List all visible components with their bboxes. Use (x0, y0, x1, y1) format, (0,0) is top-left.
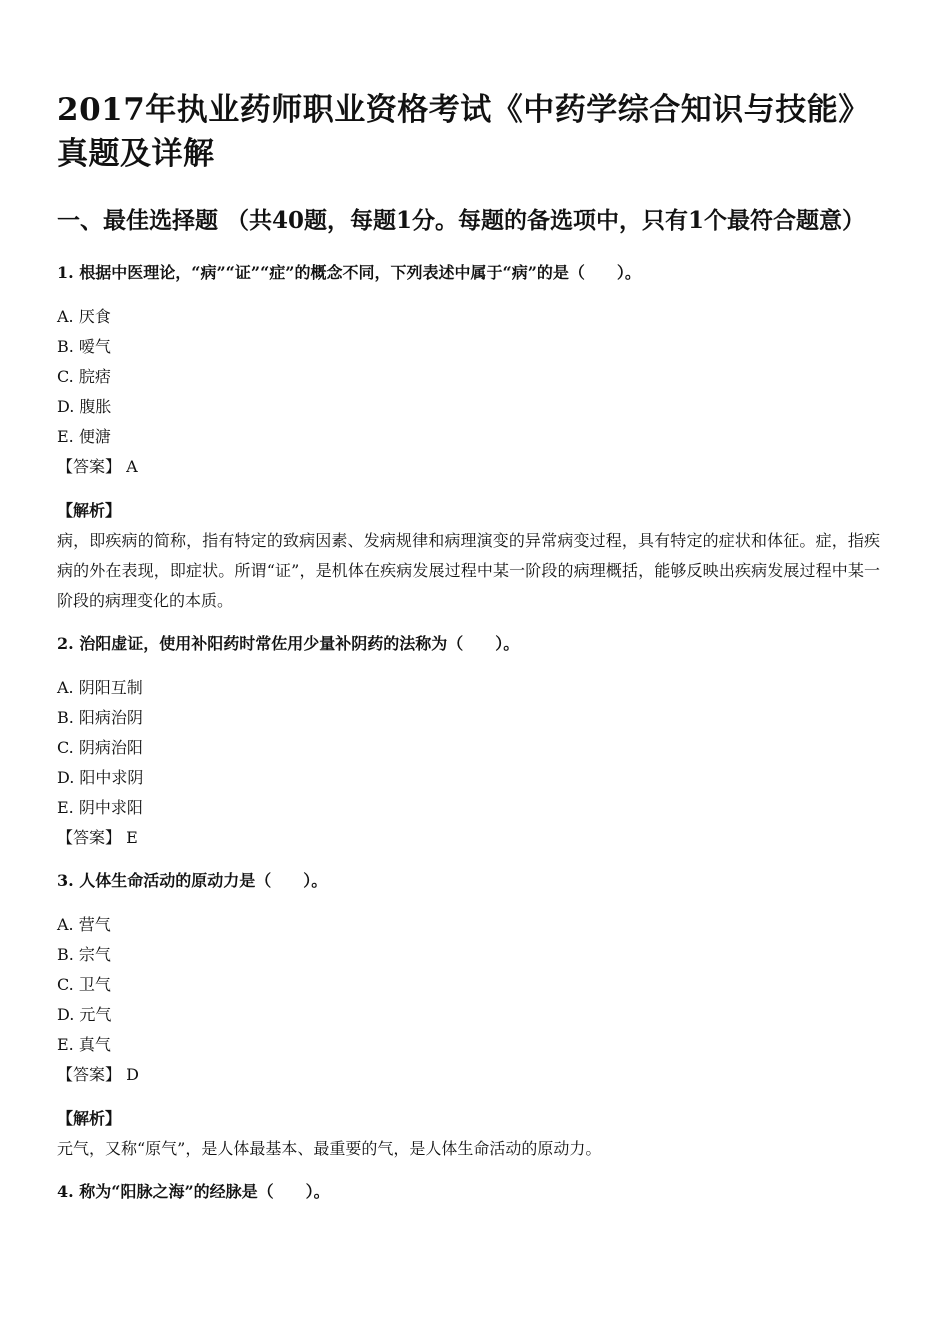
option-c: C. 脘痞 (57, 367, 111, 386)
option-list (57, 302, 880, 452)
answer-line: 【答案】 E (57, 828, 138, 847)
option-c: C. 阴病治阳 (57, 738, 143, 757)
option-b: B. 宗气 (57, 945, 111, 964)
question-stem: 3. 人体生命活动的原动力是（ ）。 (57, 871, 328, 890)
analysis-text: 元气，又称“原气”，是人体最基本、最重要的气，是人体生命活动的原动力。 (57, 1139, 602, 1158)
question-stem: 4. 称为“阳脉之海”的经脉是（ ）。 (57, 1182, 330, 1201)
option-d: D. 阳中求阴 (57, 768, 144, 787)
question-stem: 2. 治阳虚证，使用补阳药时常佐用少量补阴药的法称为（ ）。 (57, 634, 520, 653)
document-title: 2017年执业药师职业资格考试《中药学综合知识与技能》真题及详解 (57, 92, 870, 172)
option-b: B. 阳病治阴 (57, 708, 143, 727)
question-2 (57, 630, 880, 853)
option-c: C. 卫气 (57, 975, 111, 994)
option-list (57, 910, 880, 1060)
option-d: D. 腹胀 (57, 397, 112, 416)
section-heading: 一、最佳选择题 （共40题，每题1分。每题的备选项中，只有1个最符合题意） (57, 207, 866, 234)
question-1 (57, 259, 880, 616)
option-e: E. 阴中求阳 (57, 798, 143, 817)
question-4 (57, 1178, 880, 1206)
answer-line: 【答案】 A (57, 457, 138, 476)
option-a: A. 阴阳互制 (57, 678, 143, 697)
question-stem: 1. 根据中医理论，“病”“证”“症”的概念不同，下列表述中属于“病”的是（ ）。 (57, 263, 641, 282)
analysis-label: 【解析】 (57, 501, 122, 520)
option-b: B. 嗳气 (57, 337, 111, 356)
question-3 (57, 867, 880, 1164)
option-d: D. 元气 (57, 1005, 112, 1024)
answer-line: 【答案】 D (57, 1065, 139, 1084)
analysis-label: 【解析】 (57, 1109, 122, 1128)
option-a: A. 厌食 (57, 307, 111, 326)
analysis-text: 病，即疾病的简称，指有特定的致病因素、发病规律和病理演变的异常病变过程，具有特定的症状和体征。症，指疾病的外在表现，即症状。所谓“证”，是机体在疾病发展过程中某一阶段的病理概括，能够反映出疾病发展过程中某一阶段的病理变化的本质。 (57, 531, 880, 610)
option-e: E. 真气 (57, 1035, 111, 1054)
option-list (57, 673, 880, 823)
option-a: A. 营气 (57, 915, 111, 934)
option-e: E. 便溏 (57, 427, 111, 446)
